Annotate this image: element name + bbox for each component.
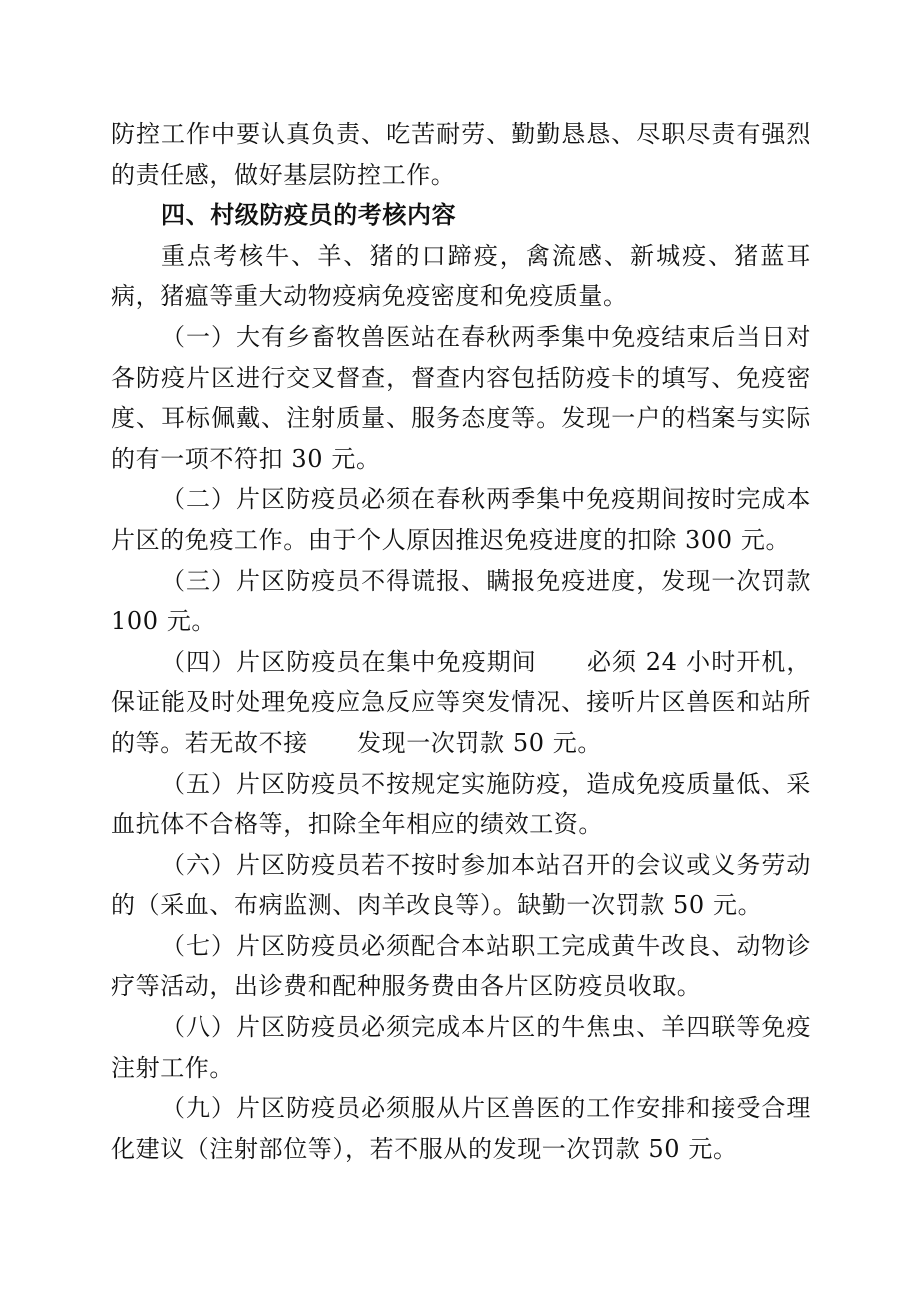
- clause-8: （八）片区防疫员必须完成本片区的牛焦虫、羊四联等免疫注射工作。: [111, 1013, 811, 1082]
- clause-2: （二）片区防疫员必须在春秋两季集中免疫期间按时完成本片区的免疫工作。由于个人原因推迟免疫进度的扣除 300 元。: [111, 485, 811, 554]
- clause-5: （五）片区防疫员不按规定实施防疫，造成免疫质量低、采血抗体不合格等，扣除全年相应的绩效工资。: [111, 769, 811, 839]
- clause-9: （九）片区防疫员必须服从片区兽医的工作安排和接受合理化建议（注射部位等），若不服从的发现一次罚款 50 元。: [111, 1094, 811, 1163]
- clause-1: （一）大有乡畜牧兽医站在春秋两季集中免疫结束后当日对各防疫片区进行交叉督查，督查内容包括防疫卡的填写、免疫密度、耳标佩戴、注射质量、服务态度等。发现一户的档案与实际的有一项不符扣 30 元。: [111, 322, 811, 473]
- clause-7: （七）片区防疫员必须配合本站职工完成黄牛改良、动物诊疗等活动，出诊费和配种服务费由各片区防疫员收取。: [111, 931, 811, 1001]
- clause-6: （六）片区防疫员若不按时参加本站召开的会议或义务劳动的（采血、布病监测、肉羊改良等）。缺勤一次罚款 50 元。: [111, 850, 811, 920]
- clause-3: （三）片区防疫员不得谎报、瞒报免疫进度，发现一次罚款 100 元。: [111, 566, 811, 636]
- paragraph-summary: 重点考核牛、羊、猪的口蹄疫，禽流感、新城疫、猪蓝耳病，猪瘟等重大动物疫病免疫密度和免疫质量。: [111, 241, 811, 311]
- section-heading: 四、村级防疫员的考核内容: [161, 200, 457, 230]
- document-body: [111, 114, 811, 1169]
- paragraph-continuation: 防控工作中要认真负责、吃苦耐劳、勤勤恳恳、尽职尽责有强烈的责任感，做好基层防控工作。: [111, 120, 811, 189]
- clause-4: （四）片区防疫员在集中免疫期间 必须 24 小时开机，保证能及时处理免疫应急反应等突发情况、接听片区兽医和站所的等。若无故不接 发现一次罚款 50 元。: [111, 647, 811, 757]
